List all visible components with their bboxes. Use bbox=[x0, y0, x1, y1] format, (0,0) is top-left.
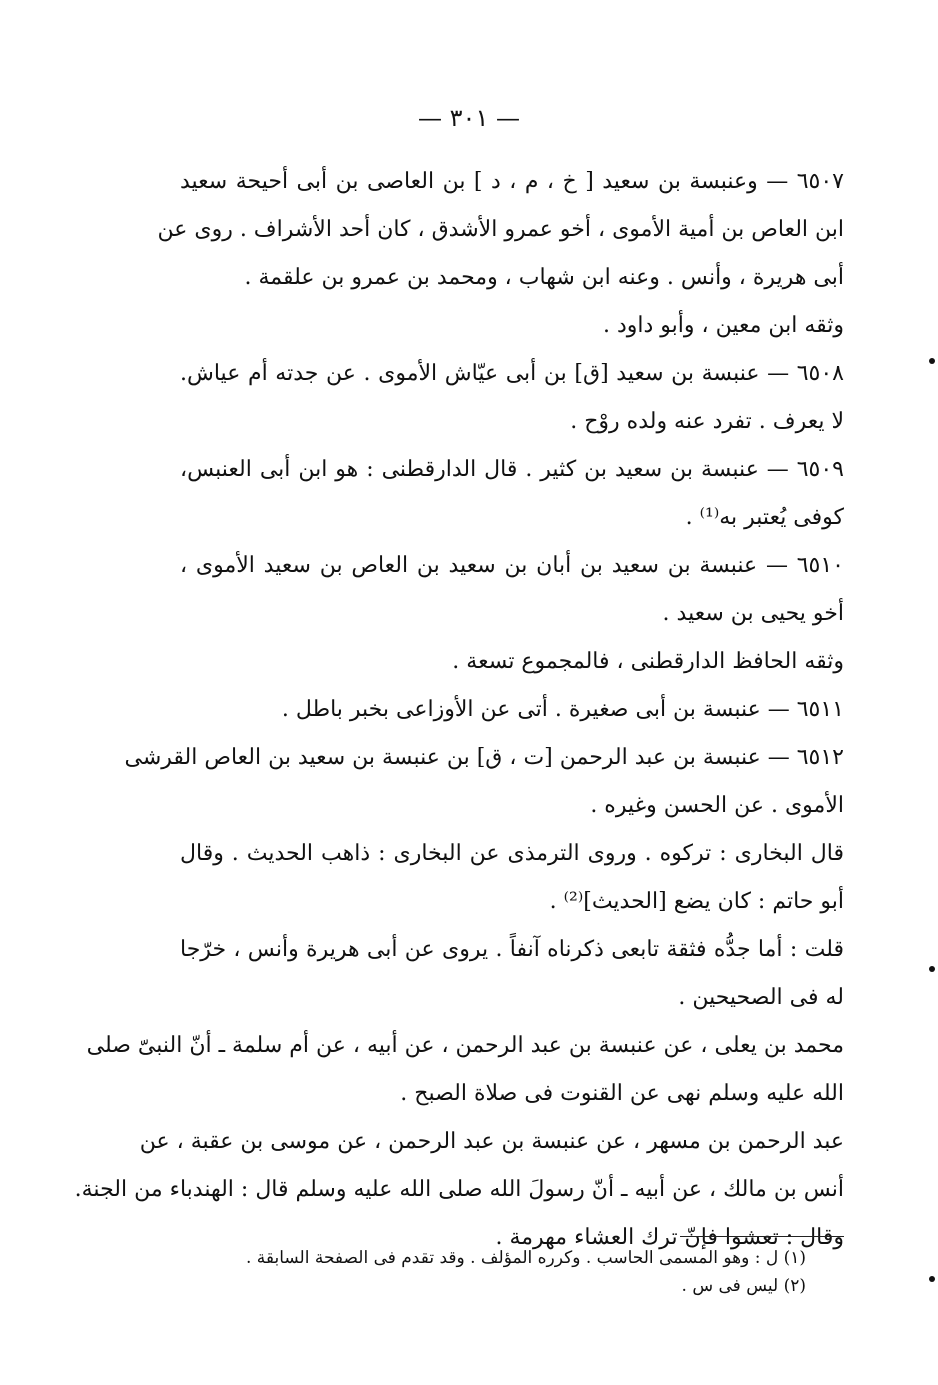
text-line: ٦٥٠٧ — وعنبسة بن سعيد [ خ ، م ، د ] بن العاصى بن أبى أحيحة سعيد bbox=[180, 169, 844, 194]
hadith-1 bbox=[86, 1022, 844, 1118]
text-line: قلت : أما جدُّه فثقة تابعى ذكرناه آنفاً . يروى عن أبى هريرة وأنس ، خرّجا bbox=[180, 937, 844, 962]
entry-6511 bbox=[180, 686, 844, 734]
footnote-2: (٢) ليس فى س . bbox=[681, 1276, 806, 1296]
text-line: ٦٥١٢ — عنبسة بن عبد الرحمن [ت ، ق] بن عنبسة بن سعيد بن العاص القرشى bbox=[124, 745, 844, 770]
entry-6510 bbox=[180, 542, 844, 686]
author-comment bbox=[180, 926, 844, 1022]
text-line: عبد الرحمن بن مسهر ، عن عنبسة بن عبد الرحمن ، عن موسى بن عقبة ، عن bbox=[139, 1129, 844, 1154]
margin-mark bbox=[929, 966, 935, 972]
text-line: أنس بن مالك ، عن أبيه ـ أنّ رسولَ الله صلى الله عليه وسلم قال : الهندباء من الجنة. bbox=[74, 1177, 844, 1202]
text-line: أبو حاتم : كان يضع [الحديث]⁽²⁾ . bbox=[549, 889, 844, 914]
text-line: ٦٥١١ — عنبسة بن أبى صغيرة . أتى عن الأوزاعى بخبر باطل . bbox=[281, 697, 844, 722]
entry-6509 bbox=[180, 446, 844, 542]
page-number: — ٣٠١ — bbox=[418, 104, 520, 132]
text-line: محمد بن يعلى ، عن عنبسة بن عبد الرحمن ، عن أبيه ، عن أم سلمة ـ أنّ النبىّ صلى bbox=[86, 1033, 844, 1058]
text-line: وثقه ابن معين ، وأبو داود . bbox=[602, 313, 844, 338]
margin-mark bbox=[929, 358, 935, 364]
footnote-1: (١) ل : وهو المسمى الحاسب . وكرره المؤلف . وقد تقدم فى الصفحة السابقة . bbox=[245, 1248, 806, 1268]
text-line: له فى الصحيحين . bbox=[678, 985, 844, 1010]
text-line: ٦٥١٠ — عنبسة بن سعيد بن أبان بن سعيد بن العاص بن سعيد الأموى ، bbox=[180, 553, 844, 578]
text-line: أبى هريرة ، وأنس . وعنه ابن شهاب ، ومحمد بن عمرو بن علقمة . bbox=[244, 265, 844, 290]
hadith-2 bbox=[74, 1118, 844, 1262]
text-line: قال البخارى : تركوه . وروى الترمذى عن البخارى : ذاهب الحديث . وقال bbox=[180, 841, 844, 866]
entry-6507 bbox=[157, 158, 844, 350]
entry-6512 bbox=[124, 734, 844, 830]
text-line: ٦٥٠٩ — عنبسة بن سعيد بن كثير . قال الدارقطنى : هو ابن أبى العنبس، bbox=[180, 457, 844, 482]
text-line: الله عليه وسلم نهى عن القنوت فى صلاة الصبح . bbox=[400, 1081, 844, 1106]
text-line: كوفى يُعتبر به⁽¹⁾ . bbox=[685, 505, 844, 530]
footnotes bbox=[240, 1244, 806, 1300]
margin-mark bbox=[929, 1276, 935, 1282]
entry-6508 bbox=[180, 350, 844, 446]
text-line: أخو يحيى بن سعيد . bbox=[662, 601, 844, 626]
text-line: لا يعرف . تفرد عنه ولده روْح . bbox=[570, 409, 844, 434]
page-body bbox=[74, 158, 844, 1262]
footnote-divider bbox=[680, 1236, 844, 1237]
bukhari-comment bbox=[180, 830, 844, 926]
text-line: وثقه الحافظ الدارقطنى ، فالمجموع تسعة . bbox=[452, 649, 844, 674]
text-line: وقال : تعشوا فإنّ ترك العشاء مهرمة . bbox=[495, 1225, 844, 1250]
text-line: ٦٥٠٨ — عنبسة بن سعيد [ق] بن أبى عيّاش الأموى . عن جدته أم عياش. bbox=[180, 361, 844, 386]
text-line: ابن العاص بن أمية الأموى ، أخو عمرو الأشدق ، كان أحد الأشراف . روى عن bbox=[157, 217, 844, 242]
text-line: الأموى . عن الحسن وغيره . bbox=[590, 793, 844, 818]
